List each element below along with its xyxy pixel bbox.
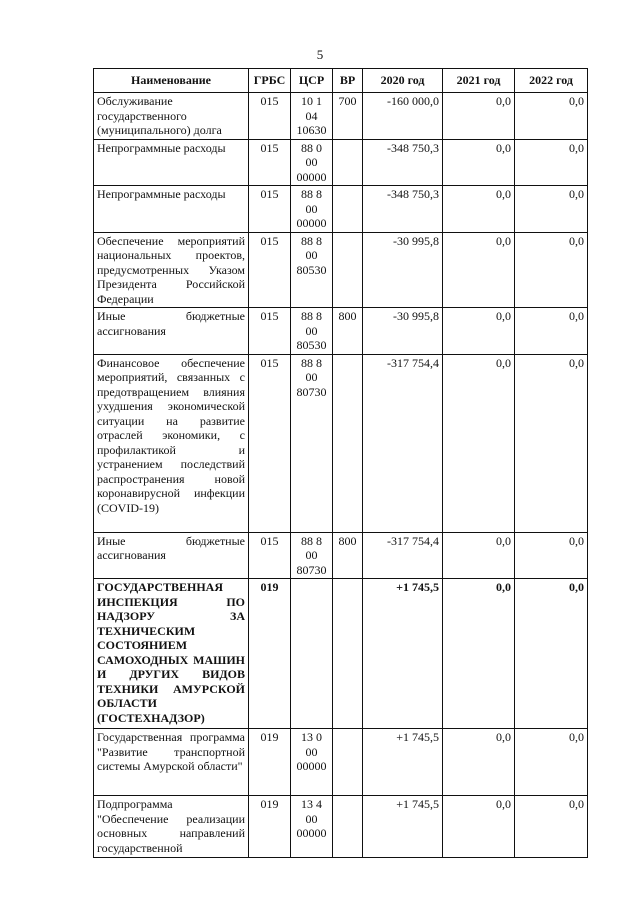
csr-part: 00 xyxy=(305,548,318,562)
cell-2020: -348 750,3 xyxy=(363,186,443,233)
csr-part: 88 8 xyxy=(301,533,322,548)
cell-2022: 0,0 xyxy=(515,139,588,186)
cell-vr: 800 xyxy=(333,308,363,355)
cell-grbs: 015 xyxy=(249,354,291,532)
cell-grbs: 019 xyxy=(249,729,291,796)
csr-part: 00 xyxy=(305,323,318,338)
cell-grbs: 015 xyxy=(249,93,291,140)
cell-2020: -317 754,4 xyxy=(363,532,443,579)
cell-csr xyxy=(291,729,333,796)
cell-name: Обслуживание государственного (муниципального) долга xyxy=(94,93,249,140)
table-row xyxy=(94,532,588,579)
table-row xyxy=(94,729,588,796)
table-row xyxy=(94,796,588,858)
cell-2021: 0,0 xyxy=(443,579,515,729)
cell-vr xyxy=(333,232,363,308)
csr-part: 88 8 xyxy=(301,309,322,323)
cell-csr xyxy=(291,232,333,308)
csr-part: 88 8 xyxy=(301,233,322,248)
cell-vr xyxy=(333,354,363,532)
cell-csr xyxy=(291,579,333,729)
csr-part: 00 xyxy=(305,155,318,169)
header-csr: ЦСР xyxy=(291,69,333,93)
cell-grbs: 015 xyxy=(249,186,291,233)
cell-grbs: 019 xyxy=(249,796,291,858)
csr-part: 00 xyxy=(305,811,318,826)
cell-csr xyxy=(291,532,333,579)
cell-2022: 0,0 xyxy=(515,93,588,140)
csr-part: 10630 xyxy=(296,123,327,137)
cell-2021: 0,0 xyxy=(443,532,515,579)
cell-grbs: 019 xyxy=(249,579,291,729)
cell-csr xyxy=(291,308,333,355)
csr-part: 00 xyxy=(305,201,318,216)
cell-2021: 0,0 xyxy=(443,232,515,308)
cell-grbs: 015 xyxy=(249,308,291,355)
cell-name: Иные бюджетные ассигнования xyxy=(94,308,249,355)
header-grbs: ГРБС xyxy=(249,69,291,93)
cell-2021: 0,0 xyxy=(443,308,515,355)
csr-part: 88 8 xyxy=(301,355,322,370)
cell-vr: 700 xyxy=(333,93,363,140)
budget-table xyxy=(93,68,588,858)
csr-part: 88 0 xyxy=(301,140,322,155)
cell-vr xyxy=(333,139,363,186)
csr-part: 13 4 xyxy=(301,797,322,811)
cell-2020: +1 745,5 xyxy=(363,729,443,796)
cell-grbs: 015 xyxy=(249,139,291,186)
cell-name: Непрограммные расходы xyxy=(94,186,249,233)
cell-2022: 0,0 xyxy=(515,354,588,532)
cell-2021: 0,0 xyxy=(443,354,515,532)
cell-2020: -317 754,4 xyxy=(363,354,443,532)
table-row xyxy=(94,139,588,186)
header-2021: 2021 год xyxy=(443,69,515,93)
cell-grbs: 015 xyxy=(249,232,291,308)
cell-2022: 0,0 xyxy=(515,232,588,308)
cell-name: Государственная программа "Развитие транспортной системы Амурской области" xyxy=(94,729,249,796)
cell-2020: +1 745,5 xyxy=(363,579,443,729)
header-2022: 2022 год xyxy=(515,69,588,93)
cell-name: Иные бюджетные ассигнования xyxy=(94,532,249,579)
csr-part: 00000 xyxy=(296,216,327,230)
page-number: 5 xyxy=(316,47,324,62)
csr-part: 80730 xyxy=(296,562,327,577)
cell-2021: 0,0 xyxy=(443,186,515,233)
csr-part: 80530 xyxy=(296,262,327,277)
cell-grbs: 015 xyxy=(249,532,291,579)
cell-csr xyxy=(291,796,333,858)
cell-2022: 0,0 xyxy=(515,532,588,579)
csr-part: 00000 xyxy=(296,826,327,840)
table-row xyxy=(94,186,588,233)
csr-part: 00 xyxy=(305,744,318,759)
cell-2022: 0,0 xyxy=(515,186,588,233)
cell-name: Обеспечение мероприятий национальных проектов, предусмотренных Указом Президента Российской Федерации xyxy=(94,232,249,308)
cell-2021: 0,0 xyxy=(443,796,515,858)
cell-vr xyxy=(333,796,363,858)
cell-2021: 0,0 xyxy=(443,139,515,186)
cell-vr xyxy=(333,579,363,729)
cell-name: Непрограммные расходы xyxy=(94,139,249,186)
cell-2020: -30 995,8 xyxy=(363,308,443,355)
csr-part: 88 8 xyxy=(301,187,322,201)
cell-name: Финансовое обеспечение мероприятий, связанных с предотвращением влияния ухудшения экономической ситуации на развитие отраслей экономики, с профилактикой и устранением последствий распространения новой коронавирусной инфекции (COVID-19) xyxy=(94,354,249,532)
cell-2020: -348 750,3 xyxy=(363,139,443,186)
table-body xyxy=(94,93,588,858)
cell-csr xyxy=(291,354,333,532)
table-row xyxy=(94,579,588,729)
cell-csr xyxy=(291,186,333,233)
cell-name: Подпрограмма "Обеспечение реализации основных направлений государственной xyxy=(94,796,249,858)
csr-part: 13 0 xyxy=(301,730,322,744)
table-row xyxy=(94,354,588,532)
csr-part: 00 xyxy=(305,370,318,384)
csr-part: 00000 xyxy=(296,169,327,184)
cell-vr xyxy=(333,729,363,796)
cell-csr xyxy=(291,139,333,186)
csr-part: 80530 xyxy=(296,338,327,352)
cell-2022: 0,0 xyxy=(515,729,588,796)
table-row xyxy=(94,93,588,140)
csr-part: 00000 xyxy=(296,759,327,773)
table-header-row xyxy=(94,69,588,93)
cell-2022: 0,0 xyxy=(515,579,588,729)
header-vr: ВР xyxy=(333,69,363,93)
header-name: Наименование xyxy=(94,69,249,93)
cell-csr xyxy=(291,93,333,140)
cell-2020: +1 745,5 xyxy=(363,796,443,858)
cell-2021: 0,0 xyxy=(443,729,515,796)
csr-part: 00 xyxy=(305,248,318,262)
cell-name: ГОСУДАРСТВЕННАЯ ИНСПЕКЦИЯ ПО НАДЗОРУ ЗА ТЕХНИЧЕСКИМ СОСТОЯНИЕМ САМОХОДНЫХ МАШИН И ДРУГИХ ВИДОВ ТЕХНИКИ АМУРСКОЙ ОБЛАСТИ (ГОСТЕХНАДЗОР) xyxy=(94,579,249,729)
csr-part: 04 xyxy=(305,108,318,123)
csr-part: 10 1 xyxy=(301,94,322,108)
cell-2020: -160 000,0 xyxy=(363,93,443,140)
cell-vr xyxy=(333,186,363,233)
cell-2022: 0,0 xyxy=(515,796,588,858)
header-2020: 2020 год xyxy=(363,69,443,93)
cell-2022: 0,0 xyxy=(515,308,588,355)
csr-part: 80730 xyxy=(296,384,327,399)
table-row xyxy=(94,232,588,308)
cell-vr: 800 xyxy=(333,532,363,579)
cell-2021: 0,0 xyxy=(443,93,515,140)
cell-2020: -30 995,8 xyxy=(363,232,443,308)
table-row xyxy=(94,308,588,355)
